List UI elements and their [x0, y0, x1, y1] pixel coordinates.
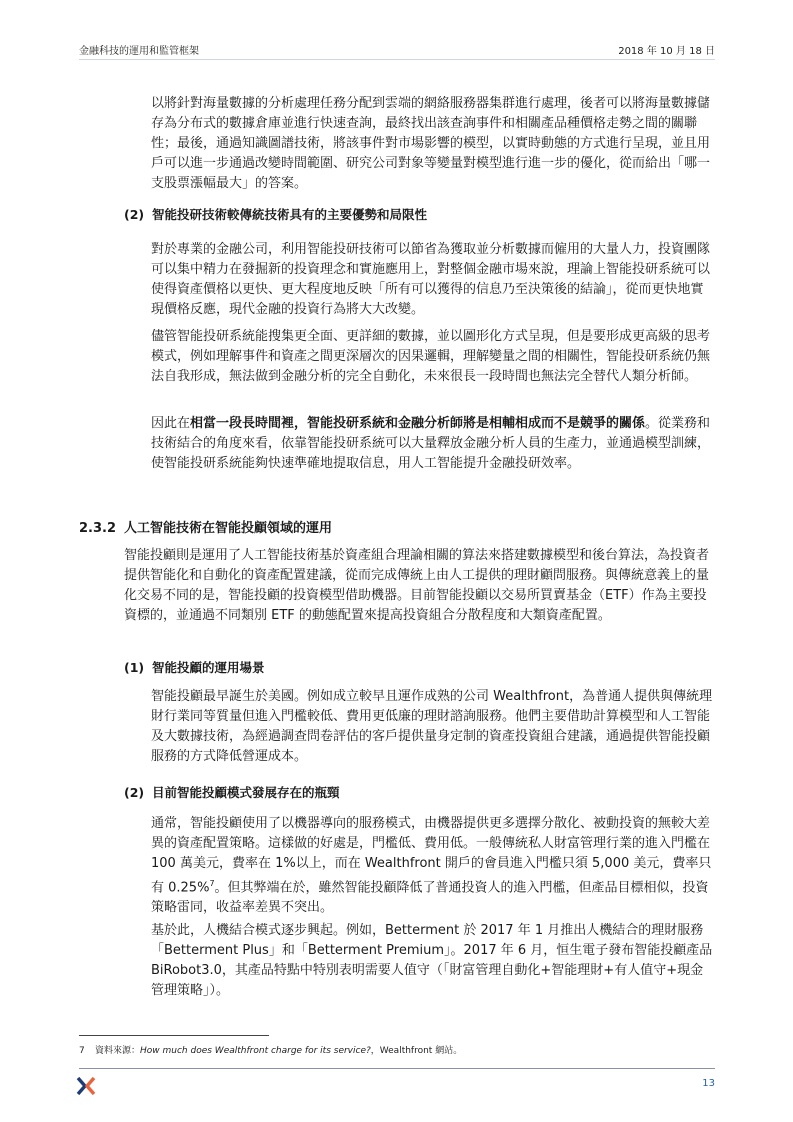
paragraph [151, 327, 716, 387]
subsection-heading-use-cases [124, 658, 265, 676]
subsection-title: 智能投顧的運用場景 [152, 660, 265, 675]
subsection-heading-advantages [124, 205, 427, 223]
paragraph-text: 智能投顧則是運用了人工智能技術基於資產組合理論相關的算法來搭建數據模型和後台算法，為投資者提供智能化和自動化的資產配置建議，從而完成傳統上由人工提供的理財顧問服務。與傳統意義上的量化交易不同的是，智能投顧的投資模型借助機器。目前智能投顧以交易所買賣基金（ETF）作為主要投資標的，並通過不同類別 ETF 的動態配置來提高投資組合分散程度和大類資產配置。 [124, 548, 710, 623]
subsection-number: (2) [124, 207, 145, 222]
paragraph [151, 240, 716, 320]
footnote-divider [79, 1035, 269, 1036]
paragraph-text: 儘管智能投研系統能搜集更全面、更詳細的數據，並以圖形化方式呈現，但是要形成更高級的思考模式，例如理解事件和資產之間更深層次的因果邏輯，理解變量之間的相關性，智能投研系統仍無法自我形成，無法做到金融分析的完全自動化，未來很長一段時間也無法完全替代人類分析師。 [151, 329, 711, 384]
section-title: 人工智能技術在智能投顧領域的運用 [124, 521, 333, 536]
footnote [79, 1043, 462, 1056]
header-divider [79, 59, 715, 60]
subsection-title: 目前智能投顧模式發展存在的瓶頸 [152, 785, 340, 800]
paragraph-with-emphasis [151, 414, 716, 474]
text-run: 。從業務和技術結合的角度來看，依靠智能投研系統可以大量釋放金融分析人員的生產力，並通過模型訓練，使智能投研系統能夠快速準確地提取信息，用人工智能提升金融投研效率。 [151, 416, 711, 471]
paragraph-text: 對於專業的金融公司，利用智能投研技術可以節省為獲取並分析數據而僱用的大量人力，投資團隊可以集中精力在發掘新的投資理念和實施應用上，對整個金融市場來說，理論上智能投研系統可以使得資產價格以更快、更大程度地反映「所有可以獲得的信息乃至決策後的結論」，從而更快地實現價格反應，現代金融的投資行為將大大改變。 [151, 242, 711, 317]
footnote-suffix: ，Wealthfront 網站。 [370, 1046, 463, 1056]
footnote-prefix: 資料來源： [95, 1046, 141, 1056]
hkex-logo-icon [76, 1076, 96, 1096]
subsection-title: 智能投研技術較傳統技術具有的主要優勢和局限性 [152, 207, 428, 222]
intro-paragraph-text: 以將針對海量數據的分析處理任務分配到雲端的網絡服務器集群進行處理，後者可以將海量數據儲存為分布式的數據倉庫並進行快速查詢，最終找出該查詢事件和相關產品種價格走勢之間的關聯性；最後，通過知識圖譜技術，將該事件對市場影響的模型，以實時動態的方式進行呈現，並且用戶可以進一步通過改變時間範圍、研究公司對象等變量對模型進行進一步的優化，從而給出「哪一支股票漲幅最大」的答案。 [151, 96, 711, 191]
paragraph-text: 智能投顧最早誕生於美國。例如成立較早且運作成熟的公司 Wealthfront，為普通人提供與傳統理財行業同等質量但進入門檻較低、費用更低廉的理財諮詢服務。他們主要借助計算模型和人工智能及大數據技術，為經過調查問卷評估的客戶提供量身定制的資產投資組合建議，通過提供智能投顧服務的方式降低營運成本。 [151, 689, 713, 764]
paragraph-text [151, 414, 716, 474]
paragraph [151, 921, 716, 1001]
intro-paragraph [151, 94, 716, 194]
paragraph-text [151, 814, 716, 918]
paragraph [124, 546, 716, 626]
paragraph-text: 基於此，人機結合模式逐步興起。例如，Betterment 於 2017 年 1 月推出人機結合的理財服務「Betterment Plus」和「Betterment Premium」。2017 年 6 月，恒生電子發布智能投顧產品 BiRobot3.0，其產品特點中特別表明需要人值守（「財富管理自動化+智能理財+有人值守+現金管理策略」）。 [151, 923, 713, 998]
paragraph-with-footnote [151, 814, 716, 918]
subsection-heading-bottlenecks [124, 783, 340, 801]
text-run: 因此在 [151, 416, 191, 431]
text-run: 通常，智能投顧使用了以機器導向的服務模式，由機器提供更多選擇分散化、被動投資的無較大差異的資產配置策略。這樣做的好處是，門檻低、費用低。一般傳統私人財富管理行業的進入門檻在 100 萬美元，費率在 1%以上，而在 Wealthfront 開戶的會員進入門檻只須 5,000 美元，費率只有 0.25% [151, 816, 712, 896]
page-number: 13 [702, 1078, 715, 1089]
paragraph [151, 687, 716, 767]
footnote-number: 7 [79, 1046, 85, 1056]
text-run: 。但其弊端在於，雖然智能投顧降低了普通投資人的進入門檻，但產品目標相似，投資策略雷同，收益率差異不突出。 [151, 880, 709, 916]
footnote-source-title: How much does Wealthfront charge for its service? [140, 1046, 371, 1056]
header-doc-title: 金融科技的運用和監管框架 [79, 46, 199, 57]
subsection-number: (1) [124, 660, 145, 675]
subsection-number: (2) [124, 785, 145, 800]
section-number: 2.3.2 [79, 521, 117, 536]
footnote-marker: 7 [209, 879, 215, 888]
footer-divider [79, 1068, 715, 1069]
emphasis-text: 相當一段長時間裡，智能投研系統和金融分析師將是相輔相成而不是競爭的關係 [190, 416, 646, 431]
header-date: 2018 年 10 月 18 日 [618, 46, 715, 57]
section-heading-2-3-2 [79, 517, 332, 536]
